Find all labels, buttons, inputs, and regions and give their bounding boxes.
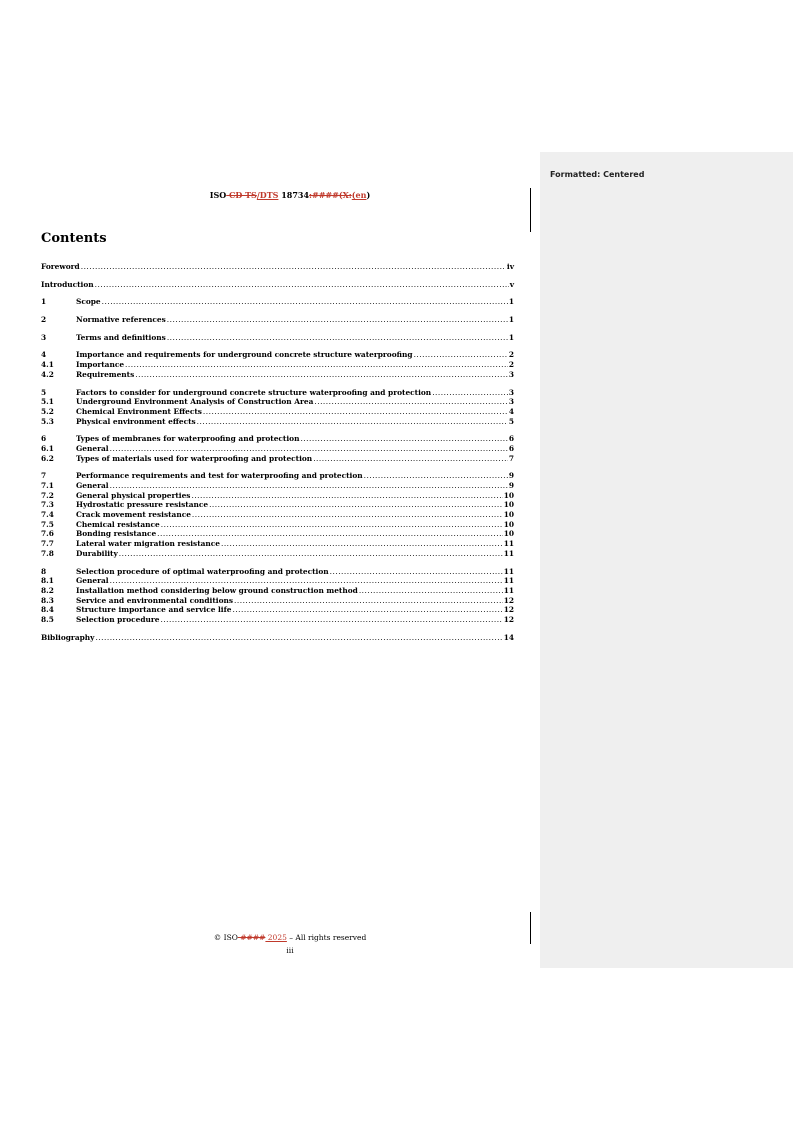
toc-entry-page: 11 (503, 576, 514, 586)
toc-entry-page: 4 (508, 406, 514, 416)
toc-entry-title: Physical environment effects (76, 416, 196, 426)
toc-entry-title: General (76, 443, 109, 453)
toc-dot-leader (432, 388, 508, 398)
toc-entry-number: 2 (41, 315, 47, 325)
toc-dot-leader (110, 481, 508, 491)
header-insertion-2: (en (351, 190, 367, 200)
toc-entry[interactable] (41, 481, 514, 491)
toc-entry-page: 1 (508, 315, 514, 325)
toc-entry-page: 12 (503, 605, 514, 615)
toc-entry-number: 4.2 (41, 369, 54, 379)
toc-entry-title: Service and environmental conditions (76, 595, 234, 605)
toc-entry-number: 6.1 (41, 443, 54, 453)
toc-entry[interactable] (41, 370, 514, 380)
toc-entry-page: 2 (508, 360, 514, 370)
toc-entry[interactable] (41, 297, 514, 307)
toc-entry-title: General (76, 576, 109, 586)
toc-entry-number: 8.5 (41, 614, 54, 624)
toc-entry-page: v (509, 279, 514, 289)
toc-entry-title: Types of materials used for waterproofing and protection (76, 453, 313, 463)
toc-dot-leader (125, 360, 508, 370)
toc-entry-page: 10 (503, 519, 514, 529)
toc-entry-page: 3 (508, 369, 514, 379)
toc-dot-leader (330, 567, 503, 577)
toc-entry-title: Structure importance and service life (76, 605, 232, 615)
toc-entry-title: General (76, 481, 109, 490)
toc-entry[interactable] (41, 333, 514, 343)
toc-entry-page: 9 (508, 481, 514, 490)
toc-entry[interactable] (41, 434, 514, 444)
toc-entry-title: General physical properties (76, 490, 191, 500)
toc-dot-leader (110, 444, 508, 454)
toc-entry-number: 8.1 (41, 576, 54, 586)
toc-spacer (41, 342, 514, 350)
toc-entry-number: 7.8 (41, 548, 54, 558)
toc-entry[interactable] (41, 633, 514, 643)
toc-dot-leader (95, 280, 509, 290)
toc-spacer (41, 272, 514, 280)
toc-dot-leader (157, 529, 503, 539)
toc-entry[interactable] (41, 454, 514, 464)
toc-entry-number: 7.3 (41, 500, 54, 510)
toc-spacer (41, 625, 514, 633)
toc-entry[interactable] (41, 397, 514, 407)
toc-dot-leader (364, 471, 508, 481)
toc-entry-page: 10 (503, 529, 514, 539)
header-deletion-2: :####(X: (309, 190, 352, 200)
toc-dot-leader (167, 333, 508, 343)
toc-entry-title: Underground Environment Analysis of Construction Area (76, 397, 314, 407)
toc-dot-leader (110, 576, 503, 586)
toc-entry-page: 11 (503, 585, 514, 595)
toc-entry-page: 9 (508, 471, 514, 481)
toc-entry[interactable] (41, 529, 514, 539)
toc-entry-page: 10 (503, 510, 514, 520)
footer-prefix: © ISO (213, 933, 238, 942)
toc-entry-page: 5 (508, 416, 514, 426)
toc-entry-title: Selection procedure of optimal waterproofing and protection (76, 566, 329, 576)
toc-entry-number: 8.3 (41, 595, 54, 605)
toc-entry-page: 11 (503, 566, 514, 576)
toc-spacer (41, 380, 514, 388)
toc-entry-number: 8 (41, 566, 47, 576)
toc-dot-leader (192, 510, 503, 520)
toc-entry-title: Requirements (76, 369, 135, 379)
toc-entry-title: Installation method considering below ground construction method (76, 585, 358, 595)
toc-entry-title: Normative references (76, 315, 166, 325)
toc-entry-page: 14 (503, 632, 514, 642)
toc-entry-page: 2 (508, 350, 514, 360)
toc-entry-number: 7.5 (41, 519, 54, 529)
header-insertion-1: /DTS (256, 190, 279, 200)
toc-entry-number: 7.6 (41, 529, 54, 539)
toc-entry-number: 4.1 (41, 360, 54, 370)
toc-entry-title: Crack movement resistance (76, 510, 191, 520)
toc-entry-page: 3 (508, 387, 514, 397)
toc-spacer (41, 307, 514, 315)
toc-entry-title: Types of membranes for waterproofing and protection (76, 434, 300, 444)
toc-entry-page: 1 (508, 332, 514, 342)
toc-entry[interactable] (41, 388, 514, 398)
toc-entry-title: Chemical Environment Effects (76, 406, 202, 416)
toc-entry-title: Hydrostatic pressure resistance (76, 500, 209, 510)
toc-dot-leader (102, 297, 508, 307)
toc-entry-number: 7 (41, 471, 47, 481)
toc-entry[interactable] (41, 407, 514, 417)
toc-entry-title: Durability (76, 548, 118, 558)
toc-dot-leader (197, 417, 508, 427)
toc-entry[interactable] (41, 615, 514, 625)
toc-entry-number: 7.2 (41, 490, 54, 500)
toc-entry-page: 11 (503, 548, 514, 558)
toc-dot-leader (119, 549, 503, 559)
toc-entry-title: Introduction (41, 279, 94, 289)
toc-entry-number: 4 (41, 350, 47, 360)
toc-spacer (41, 289, 514, 297)
toc-entry-page: 6 (508, 443, 514, 453)
toc-entry[interactable] (41, 596, 514, 606)
toc-entry[interactable] (41, 262, 514, 272)
toc-dot-leader (232, 605, 502, 615)
toc-entry-page: 10 (503, 490, 514, 500)
toc-entry[interactable] (41, 576, 514, 586)
toc-entry-page: 11 (503, 539, 514, 549)
toc-entry[interactable] (41, 510, 514, 520)
toc-entry-title: Scope (76, 297, 101, 307)
comment-pane (540, 152, 793, 968)
toc-entry-number: 8.4 (41, 605, 54, 615)
toc-entry-title: Chemical resistance (76, 519, 160, 529)
toc-dot-leader (167, 315, 508, 325)
table-of-contents (41, 262, 514, 642)
toc-dot-leader (314, 397, 507, 407)
toc-entry[interactable] (41, 360, 514, 370)
toc-dot-leader (81, 262, 506, 272)
footer-insertion: 2025 (265, 933, 287, 942)
toc-dot-leader (221, 539, 503, 549)
toc-entry-title: Importance (76, 360, 125, 370)
toc-entry[interactable] (41, 567, 514, 577)
toc-entry[interactable] (41, 500, 514, 510)
toc-entry[interactable] (41, 417, 514, 427)
toc-entry[interactable] (41, 539, 514, 549)
toc-entry-page: 12 (503, 614, 514, 624)
toc-entry-page: 7 (508, 453, 514, 463)
toc-dot-leader (313, 454, 508, 464)
toc-entry[interactable] (41, 471, 514, 481)
toc-entry-page: 12 (503, 595, 514, 605)
toc-entry[interactable] (41, 520, 514, 530)
toc-entry-number: 7.4 (41, 510, 54, 520)
toc-entry-number: 5.1 (41, 397, 54, 407)
toc-entry[interactable] (41, 586, 514, 596)
header-number: 18734 (278, 190, 310, 200)
contents-title: Contents (41, 231, 107, 246)
toc-entry-page: 3 (508, 397, 514, 407)
toc-entry-title: Importance and requirements for underground concrete structure waterproofing (76, 350, 413, 360)
toc-dot-leader (359, 586, 503, 596)
toc-entry-number: 5.3 (41, 416, 54, 426)
toc-dot-leader (160, 615, 502, 625)
footer-deletion: #### (237, 933, 266, 942)
toc-spacer (41, 426, 514, 434)
toc-dot-leader (203, 407, 508, 417)
toc-entry-title: Lateral water migration resistance (76, 539, 220, 549)
toc-entry-title: Factors to consider for underground concrete structure waterproofing and protection (76, 387, 432, 397)
footer-suffix: – All rights reserved (286, 933, 367, 942)
toc-entry-title: Terms and definitions (76, 332, 166, 342)
toc-dot-leader (95, 633, 502, 643)
comment-label[interactable]: Formatted: Centered (550, 170, 645, 179)
toc-entry-number: 5 (41, 387, 47, 397)
toc-entry-number: 7.1 (41, 481, 54, 490)
toc-entry-title: Foreword (41, 262, 80, 271)
header-prefix: ISO (209, 190, 227, 200)
toc-dot-leader (161, 520, 503, 530)
toc-entry-page: 6 (508, 434, 514, 444)
toc-entry[interactable] (41, 444, 514, 454)
toc-dot-leader (209, 500, 503, 510)
toc-dot-leader (191, 491, 502, 501)
toc-dot-leader (414, 350, 508, 360)
toc-spacer (41, 325, 514, 333)
toc-entry[interactable] (41, 605, 514, 615)
toc-dot-leader (300, 434, 507, 444)
toc-dot-leader (135, 370, 508, 380)
page-number: iii (286, 946, 294, 955)
toc-entry[interactable] (41, 350, 514, 360)
toc-entry-page: iv (506, 262, 514, 271)
toc-spacer (41, 559, 514, 567)
toc-entry-page: 10 (503, 500, 514, 510)
header-deletion-1: CD TS (226, 190, 257, 200)
toc-spacer (41, 463, 514, 471)
toc-entry[interactable] (41, 491, 514, 501)
toc-entry-number: 1 (41, 297, 47, 307)
toc-entry-number: 5.2 (41, 406, 54, 416)
toc-entry-number: 6.2 (41, 453, 54, 463)
toc-entry-number: 3 (41, 332, 47, 342)
toc-entry-title: Performance requirements and test for waterproofing and protection (76, 471, 363, 481)
toc-entry[interactable] (41, 549, 514, 559)
document-header (0, 190, 580, 200)
toc-entry-title: Bonding resistance (76, 529, 157, 539)
toc-entry-number: 8.2 (41, 585, 54, 595)
toc-entry-page: 1 (508, 297, 514, 307)
toc-entry-title: Bibliography (41, 632, 95, 642)
toc-entry-number: 7.7 (41, 539, 54, 549)
header-suffix: ) (366, 190, 371, 200)
copyright-footer (0, 933, 580, 942)
toc-entry-title: Selection procedure (76, 614, 160, 624)
toc-entry[interactable] (41, 315, 514, 325)
toc-dot-leader (234, 596, 503, 606)
toc-entry-number: 6 (41, 434, 47, 444)
toc-entry[interactable] (41, 280, 514, 290)
